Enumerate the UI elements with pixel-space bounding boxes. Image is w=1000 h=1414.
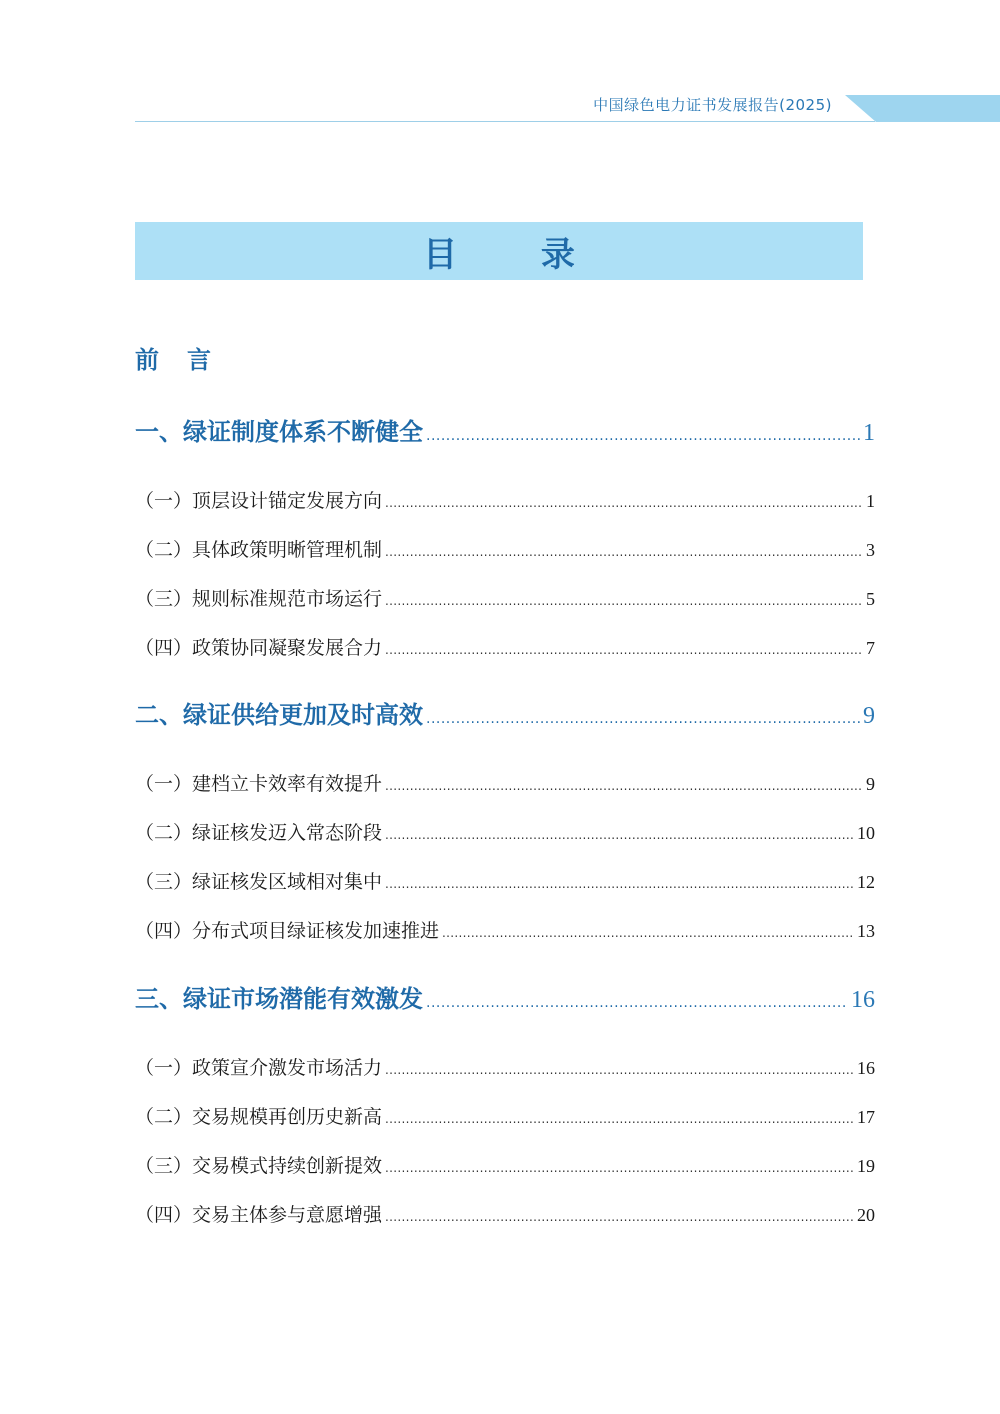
toc-section-3[interactable]	[135, 979, 875, 1013]
toc-page-number: 9	[866, 774, 875, 794]
toc-page-number: 7	[866, 638, 875, 658]
toc-item-3-1[interactable]	[135, 1053, 875, 1081]
toc-page-number: 16	[851, 987, 875, 1013]
dot-leader	[385, 594, 863, 608]
toc-page-number: 3	[866, 540, 875, 560]
toc-item-label: （一）顶层设计锚定发展方向	[135, 490, 383, 512]
toc-page-number: 1	[866, 491, 875, 511]
toc-item-label: （四）政策协同凝聚发展合力	[135, 637, 383, 659]
toc-item-label: （二）具体政策明晰管理机制	[135, 539, 383, 561]
dot-leader	[426, 995, 848, 1011]
toc-page-number: 13	[857, 921, 875, 941]
toc-title-band	[135, 222, 863, 280]
dot-leader	[385, 643, 863, 657]
toc-title: 目 录	[423, 234, 611, 275]
toc-item-label: （三）绿证核发区域相对集中	[135, 871, 383, 893]
toc-page-number: 9	[863, 703, 875, 729]
dot-leader	[442, 926, 854, 940]
preface-entry[interactable]: 前言	[135, 346, 239, 374]
toc-section-2[interactable]	[135, 695, 875, 729]
header-title: 中国绿色电力证书发展报告(2025)	[593, 96, 832, 114]
toc-page-number: 16	[857, 1058, 875, 1078]
toc-item-3-2[interactable]	[135, 1102, 875, 1130]
toc-page-number: 10	[857, 823, 875, 843]
toc-section-label: 三、绿证市场潜能有效激发	[135, 985, 423, 1013]
toc-item-label: （二）交易规模再创历史新高	[135, 1106, 383, 1128]
dot-leader	[385, 828, 854, 842]
toc-page-number: 17	[857, 1107, 875, 1127]
toc-item-label: （二）绿证核发迈入常态阶段	[135, 822, 383, 844]
toc-page-number: 19	[857, 1156, 875, 1176]
dot-leader	[385, 1112, 854, 1126]
toc-item-label: （三）规则标准规范市场运行	[135, 588, 383, 610]
toc-page-number: 1	[863, 420, 875, 446]
toc-item-label: （四）分布式项目绿证核发加速推进	[135, 920, 440, 942]
toc-item-2-2[interactable]	[135, 818, 875, 846]
header-tab-decoration	[845, 95, 1000, 122]
toc-item-1-1[interactable]	[135, 486, 875, 514]
toc-item-label: （四）交易主体参与意愿增强	[135, 1204, 383, 1226]
dot-leader	[385, 1210, 854, 1224]
header-rule	[135, 121, 875, 122]
toc-page-number: 5	[866, 589, 875, 609]
dot-leader	[385, 1063, 854, 1077]
toc-section-label: 二、绿证供给更加及时高效	[135, 701, 423, 729]
toc-item-label: （一）政策宣介激发市场活力	[135, 1057, 383, 1079]
toc-page-number: 12	[857, 872, 875, 892]
dot-leader	[385, 496, 863, 510]
dot-leader	[385, 779, 863, 793]
toc-item-label: （三）交易模式持续创新提效	[135, 1155, 383, 1177]
dot-leader	[385, 545, 863, 559]
toc-item-2-1[interactable]	[135, 769, 875, 797]
dot-leader	[426, 711, 860, 727]
toc-item-2-3[interactable]	[135, 867, 875, 895]
dot-leader	[426, 428, 860, 444]
toc-page-number: 20	[857, 1205, 875, 1225]
toc-item-label: （一）建档立卡效率有效提升	[135, 773, 383, 795]
toc-section-1[interactable]	[135, 412, 875, 446]
toc-item-1-3[interactable]	[135, 584, 875, 612]
toc-item-2-4[interactable]	[135, 916, 875, 944]
toc-item-1-2[interactable]	[135, 535, 875, 563]
dot-leader	[385, 877, 854, 891]
toc-item-1-4[interactable]	[135, 633, 875, 661]
toc-section-label: 一、绿证制度体系不断健全	[135, 418, 423, 446]
dot-leader	[385, 1161, 854, 1175]
toc-item-3-4[interactable]	[135, 1200, 875, 1228]
toc-item-3-3[interactable]	[135, 1151, 875, 1179]
